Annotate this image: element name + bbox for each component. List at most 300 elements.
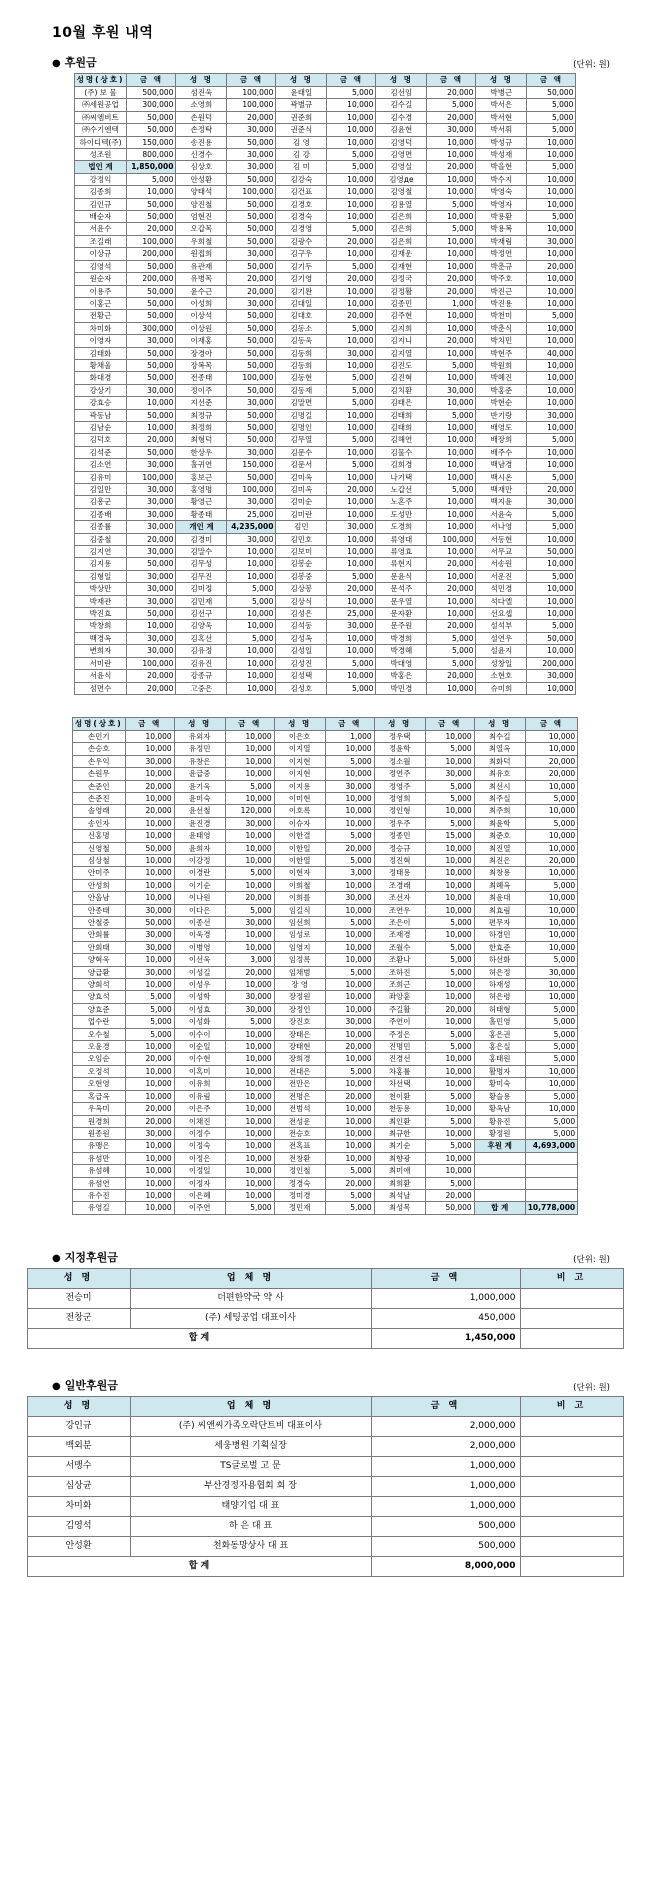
donor-name-cell: 유수진 <box>72 1189 125 1201</box>
donor-name-cell: 김재현 <box>376 260 427 272</box>
donor-name-cell: 박정연 <box>476 248 527 260</box>
donor-name-cell: 진명민 <box>374 1041 425 1053</box>
donation-amount-cell: 20,000 <box>425 1189 474 1201</box>
donation-amount-cell: 10,000 <box>225 792 274 804</box>
donation-amount-cell: 5,000 <box>525 1090 577 1102</box>
donation-amount-cell: 10,000 <box>525 805 577 817</box>
donation-amount-cell: 10,000 <box>225 755 274 767</box>
table-row <box>72 979 577 991</box>
donor-name-cell: 정윤학 <box>374 743 425 755</box>
company-name-cell: 천화동망상사 대 표 <box>130 1536 371 1556</box>
donation-amount-cell: 50,000 <box>227 198 276 210</box>
donor-name-cell: 하경민 <box>474 929 525 941</box>
donation-amount-cell: 20,000 <box>325 842 374 854</box>
donation-amount-cell: 500,000 <box>127 87 176 99</box>
table-row <box>74 496 576 508</box>
sponsor-name-cell: 심상균 <box>27 1476 130 1496</box>
donor-name-cell: 석민경 <box>476 583 527 595</box>
table-row <box>74 608 576 620</box>
donor-name-cell: 김유진 <box>176 657 227 669</box>
donation-amount-cell: 5,000 <box>327 149 376 161</box>
donation-amount-cell: 10,000 <box>225 1127 274 1139</box>
donor-name-cell: 홍태원 <box>474 1053 525 1065</box>
donor-name-cell: 장진호 <box>274 1016 325 1028</box>
donation-amount-cell: 10,000 <box>525 991 577 1003</box>
donation-amount-cell: 10,000 <box>525 743 577 755</box>
donor-name-cell: 김기완 <box>276 285 327 297</box>
donor-name-cell: 최윤대 <box>474 892 525 904</box>
donation-section-label: ● 후원금 <box>52 56 97 69</box>
donation-amount-cell: 20,000 <box>127 682 176 694</box>
donor-name-cell: (주) 보 물 <box>74 87 127 99</box>
donation-amount-cell: 50,000 <box>127 211 176 223</box>
donor-name-cell: 문주원 <box>376 620 427 632</box>
donation-amount-cell: 10,000 <box>225 854 274 866</box>
donation-amount-cell: 10,000 <box>427 608 476 620</box>
donor-name-cell: 윤진경 <box>174 817 225 829</box>
donor-name-cell: 황옥남 <box>474 1103 525 1115</box>
donation-amount-cell: 10,000 <box>427 434 476 446</box>
donor-name-cell: 배영도 <box>476 421 527 433</box>
donation-amount-cell: 50,000 <box>425 1202 474 1214</box>
donor-name-cell: 허은령 <box>474 991 525 1003</box>
donor-name-cell: 김문수 <box>276 446 327 458</box>
donation-amount-cell: 20,000 <box>425 1003 474 1015</box>
donation-amount-cell: 50,000 <box>227 136 276 148</box>
donor-name-cell: 안회률 <box>72 929 125 941</box>
donor-name-cell: 윤선철 <box>174 805 225 817</box>
donor-name-cell: 황정원 <box>474 1127 525 1139</box>
total-amount: 8,000,000 <box>371 1556 520 1576</box>
donation-amount-cell: 5,000 <box>525 879 577 891</box>
donation-amount-cell: 5,000 <box>125 991 174 1003</box>
column-header: 금 액 <box>225 717 274 730</box>
donor-name-cell: 김종민 <box>376 297 427 309</box>
table-row <box>72 1003 577 1015</box>
donation-amount-cell: 10,000 <box>327 421 376 433</box>
donation-amount-cell: 100,000 <box>127 471 176 483</box>
donation-amount-cell: 20,000 <box>325 1041 374 1053</box>
donation-amount-cell: 20,000 <box>125 780 174 792</box>
donation-amount-cell: 10,000 <box>325 1103 374 1115</box>
donation-amount-cell: 100,000 <box>227 87 276 99</box>
donation-amount-cell: 30,000 <box>327 521 376 533</box>
donor-name-cell: 배장희 <box>476 434 527 446</box>
donor-name-cell: 김성택 <box>276 670 327 682</box>
donor-name-cell: 안철중 <box>72 917 125 929</box>
donation-amount-cell: 10,000 <box>225 1053 274 1065</box>
donation-amount-cell: 10,000 <box>327 186 376 198</box>
column-header: 금 액 <box>525 717 577 730</box>
donor-name-cell: 양진철 <box>176 198 227 210</box>
donor-name-cell: 법인 계 <box>74 161 127 173</box>
donor-name-cell: 김은희 <box>376 211 427 223</box>
donation-amount-cell: 5,000 <box>125 1028 174 1040</box>
table-row <box>72 1115 577 1127</box>
table-row <box>72 768 577 780</box>
donor-name-cell: 전승호 <box>274 1127 325 1139</box>
donor-name-cell: 최주희 <box>474 805 525 817</box>
donation-amount-cell: 50,000 <box>227 409 276 421</box>
donor-name-cell: 김종률 <box>74 521 127 533</box>
donor-name-cell: 조길래 <box>74 235 127 247</box>
amount-cell: 450,000 <box>371 1308 520 1328</box>
donation-amount-cell: 10,000 <box>225 1140 274 1152</box>
table-row <box>74 558 576 570</box>
donation-amount-cell: 30,000 <box>325 1016 374 1028</box>
donation-amount-cell: 30,000 <box>127 508 176 520</box>
donor-name-cell: 김영де <box>376 173 427 185</box>
donor-name-cell: 슈미희 <box>476 682 527 694</box>
table-row <box>72 867 577 879</box>
donation-amount-cell: 30,000 <box>125 929 174 941</box>
donation-amount-cell: 30,000 <box>227 161 276 173</box>
amount-cell: 1,000,000 <box>371 1496 520 1516</box>
donation-amount-cell: 10,000 <box>527 359 576 371</box>
donation-amount-cell: 10,000 <box>425 1165 474 1177</box>
column-header: 비 고 <box>520 1396 623 1416</box>
donation-amount-cell: 10,000 <box>427 508 476 520</box>
donation-amount-cell: 10,000 <box>225 743 274 755</box>
donation-amount-cell: 20,000 <box>527 260 576 272</box>
donor-name-cell: 신경수 <box>176 149 227 161</box>
donation-amount-cell: 10,000 <box>425 755 474 767</box>
donor-name-cell: 백남경 <box>476 459 527 471</box>
amount-cell: 1,000,000 <box>371 1456 520 1476</box>
donation-amount-cell: 5,000 <box>227 583 276 595</box>
donation-amount-cell: 10,000 <box>125 730 174 742</box>
donation-amount-cell: 10,000 <box>527 322 576 334</box>
donation-amount-cell: 50,000 <box>127 310 176 322</box>
donation-table-1-wrapper <box>0 73 650 701</box>
donation-amount-cell: 50,000 <box>227 434 276 446</box>
donation-amount-cell: 50,000 <box>125 842 174 854</box>
note-cell <box>520 1416 623 1436</box>
donation-amount-cell: 30,000 <box>427 384 476 396</box>
donation-amount-cell: 10,000 <box>525 867 577 879</box>
donor-name-cell: 안올남 <box>72 892 125 904</box>
donor-name-cell: 조연우 <box>374 904 425 916</box>
donation-amount-cell: 10,000 <box>427 173 476 185</box>
donor-name-cell: 합 계 <box>474 1202 525 1214</box>
donation-amount-cell: 50,000 <box>127 347 176 359</box>
donor-name-cell: 김윤현 <box>376 124 427 136</box>
table-row <box>74 372 576 384</box>
donor-name-cell: 김명길 <box>276 409 327 421</box>
donation-amount-cell: 10,000 <box>327 285 376 297</box>
donation-amount-cell: 10,000 <box>227 670 276 682</box>
donor-name-cell: 지선준 <box>176 397 227 409</box>
donor-name-cell: 손원무 <box>72 768 125 780</box>
donor-name-cell: ㈜세원공업 <box>74 99 127 111</box>
donation-amount-cell: 10,000 <box>527 533 576 545</box>
donor-name-cell: 서송원 <box>476 558 527 570</box>
table-row <box>74 211 576 223</box>
donation-amount-cell: 5,000 <box>125 1016 174 1028</box>
table-row <box>74 397 576 409</box>
donation-amount-cell: 20,000 <box>525 768 577 780</box>
donor-name-cell: 이수현 <box>174 1053 225 1065</box>
donor-name-cell: 김유미 <box>74 471 127 483</box>
donation-amount-cell: 20,000 <box>227 273 276 285</box>
donor-name-cell: 손준진 <box>72 792 125 804</box>
table-row <box>27 1436 623 1456</box>
table-row <box>74 173 576 185</box>
donation-amount-cell: 50,000 <box>227 471 276 483</box>
donation-amount-cell: 10,000 <box>527 372 576 384</box>
table-row <box>74 87 576 99</box>
donation-amount-cell: 10,000 <box>327 173 376 185</box>
donor-name-cell: 김지열 <box>376 347 427 359</box>
donation-amount-cell: 5,000 <box>325 1165 374 1177</box>
donor-name-cell: 박혜진 <box>476 372 527 384</box>
note-cell <box>520 1308 623 1328</box>
donor-name-cell: 김봉순 <box>276 558 327 570</box>
donor-name-cell: 박춘규 <box>476 260 527 272</box>
donor-name-cell: 백재만 <box>476 484 527 496</box>
donation-amount-cell: 5,000 <box>427 484 476 496</box>
donor-name-cell: 김태화 <box>74 347 127 359</box>
donation-amount-cell: 30,000 <box>125 1127 174 1139</box>
donation-amount-cell: 10,000 <box>425 879 474 891</box>
donor-name-cell: 김진도 <box>376 359 427 371</box>
donor-name-cell: 배순자 <box>74 211 127 223</box>
donor-name-cell: 김은희 <box>376 223 427 235</box>
donation-amount-cell: 5,000 <box>525 1028 577 1040</box>
donation-amount-cell: 5,000 <box>527 521 576 533</box>
donor-name-cell: 서미란 <box>74 657 127 669</box>
donation-amount-cell: 10,000 <box>327 297 376 309</box>
donation-amount-cell: 20,000 <box>427 111 476 123</box>
donation-amount-cell: 30,000 <box>227 397 276 409</box>
table-row <box>74 533 576 545</box>
total-label: 합 계 <box>27 1328 371 1348</box>
donor-name-cell: 김동소 <box>276 322 327 334</box>
donor-name-cell: 김성진 <box>276 657 327 669</box>
note-cell <box>520 1476 623 1496</box>
donation-amount-cell: 30,000 <box>227 446 276 458</box>
donor-name-cell: 김선구 <box>176 608 227 620</box>
donation-amount-cell: 10,000 <box>325 1140 374 1152</box>
donor-name-cell: 정인형 <box>374 805 425 817</box>
donor-name-cell: 김 영 <box>276 136 327 148</box>
donation-amount-cell: 10,000 <box>225 842 274 854</box>
donor-name-cell: 서윤식 <box>74 670 127 682</box>
company-name-cell: (주) 씨앤씨가족오락단트비 대표이사 <box>130 1416 371 1436</box>
donor-name-cell: 이성길 <box>174 966 225 978</box>
donation-amount-cell: 20,000 <box>525 854 577 866</box>
donation-amount-cell: 10,000 <box>225 1065 274 1077</box>
donation-amount-cell: 3,000 <box>325 867 374 879</box>
donation-amount-cell: 5,000 <box>527 211 576 223</box>
donor-name-cell: 주정은 <box>374 1028 425 1040</box>
donor-name-cell: 김 미 <box>276 161 327 173</box>
donation-amount-cell: 10,000 <box>225 1028 274 1040</box>
donation-amount-cell: 10,000 <box>225 1078 274 1090</box>
donor-name-cell: 곽별규 <box>276 99 327 111</box>
donation-amount-cell: 10,000 <box>427 211 476 223</box>
donor-name-cell: 전명은 <box>274 1090 325 1102</box>
donation-table-1 <box>74 73 577 695</box>
donation-amount-cell: 30,000 <box>125 755 174 767</box>
donation-amount-cell: 150,000 <box>127 136 176 148</box>
donation-amount-cell: 10,000 <box>425 1103 474 1115</box>
donation-amount-cell: 10,000 <box>427 471 476 483</box>
donation-amount-cell: 50,000 <box>127 198 176 210</box>
donor-name-cell: 정영주 <box>374 780 425 792</box>
donor-name-cell: 이한결 <box>274 830 325 842</box>
donor-name-cell: 최윤학 <box>474 817 525 829</box>
donor-name-cell: 유섬연 <box>72 1177 125 1189</box>
donor-name-cell: 박진효 <box>74 608 127 620</box>
donation-amount-cell: 30,000 <box>127 484 176 496</box>
donation-amount-cell: 10,000 <box>427 397 476 409</box>
donor-name-cell: 오윤경 <box>72 1041 125 1053</box>
table-row <box>74 136 576 148</box>
company-name-cell: (주) 세팅공업 대표이사 <box>130 1308 371 1328</box>
donor-name-cell: 화대경 <box>74 372 127 384</box>
column-header: 성 명 <box>176 74 227 87</box>
donor-name-cell: 엄현진 <box>176 211 227 223</box>
donation-amount-cell: 10,000 <box>427 595 476 607</box>
donor-name-cell: 문자환 <box>376 608 427 620</box>
designated-section-header <box>0 1247 650 1268</box>
table-row <box>74 657 576 669</box>
table-row <box>74 620 576 632</box>
donor-name-cell: 김봉중 <box>276 570 327 582</box>
donation-amount-cell <box>525 1189 577 1201</box>
company-name-cell: 태양기업 대 표 <box>130 1496 371 1516</box>
donation-amount-cell: 100,000 <box>227 372 276 384</box>
donation-amount-cell: 30,000 <box>325 892 374 904</box>
donor-name-cell: 장정인 <box>274 1003 325 1015</box>
donor-name-cell: 서무교 <box>476 546 527 558</box>
donation-amount-cell <box>525 1152 577 1164</box>
donation-amount-cell: 5,000 <box>327 322 376 334</box>
donor-name-cell: 신홍명 <box>72 830 125 842</box>
column-header: 업 체 명 <box>130 1268 371 1288</box>
donor-name-cell: 석다엘 <box>476 595 527 607</box>
donation-amount-cell: 100,000 <box>427 533 476 545</box>
donor-name-cell: 최규한 <box>374 1127 425 1139</box>
donor-name-cell: 이다은 <box>174 904 225 916</box>
table-row <box>74 570 576 582</box>
donation-amount-cell: 10,000 <box>527 198 576 210</box>
donor-name-cell: 김희경 <box>376 459 427 471</box>
column-header: 금 액 <box>227 74 276 87</box>
donor-name-cell: 문석주 <box>376 583 427 595</box>
donation-amount-cell: 10,000 <box>525 830 577 842</box>
donor-name-cell: 나기택 <box>376 471 427 483</box>
column-header: 금 액 <box>325 717 374 730</box>
donor-name-cell: 최정규 <box>176 409 227 421</box>
donor-name-cell: 소현호 <box>476 670 527 682</box>
table-row <box>72 1065 577 1077</box>
donor-name-cell: 유병목 <box>176 273 227 285</box>
donation-amount-cell: 10,000 <box>427 248 476 260</box>
donation-amount-cell: 10,000 <box>325 991 374 1003</box>
sponsor-name-cell: 서맹수 <box>27 1456 130 1476</box>
donation-amount-cell: 100,000 <box>127 657 176 669</box>
table-row <box>74 186 576 198</box>
donor-name-cell: 홍영명 <box>176 484 227 496</box>
donation-amount-cell: 30,000 <box>227 149 276 161</box>
donor-name-cell: 이경란 <box>174 867 225 879</box>
donation-amount-cell: 5,000 <box>125 1003 174 1015</box>
donation-amount-cell: 5,000 <box>425 1028 474 1040</box>
donation-amount-cell: 10,000 <box>125 1189 174 1201</box>
donor-name-cell: 주연이 <box>374 1016 425 1028</box>
donation-amount-cell: 10,000 <box>325 743 374 755</box>
donor-name-cell: 이은호 <box>274 730 325 742</box>
donation-amount-cell: 50,000 <box>127 409 176 421</box>
donor-name-cell: 손정탁 <box>176 124 227 136</box>
donation-amount-cell: 50,000 <box>227 310 276 322</box>
donation-amount-cell: 10,000 <box>427 421 476 433</box>
donation-amount-cell: 50,000 <box>125 917 174 929</box>
donation-amount-cell: 30,000 <box>127 521 176 533</box>
donor-name-cell: 박춘식 <box>476 322 527 334</box>
donor-name-cell: 김동재 <box>276 384 327 396</box>
donation-amount-cell: 10,000 <box>425 1016 474 1028</box>
amount-cell: 2,000,000 <box>371 1416 520 1436</box>
donation-amount-cell: 5,000 <box>425 1140 474 1152</box>
donation-amount-cell: 5,000 <box>225 867 274 879</box>
donor-name-cell: 이홍근 <box>74 297 127 309</box>
donation-amount-cell: 10,000 <box>527 248 576 260</box>
donor-name-cell: 김기두 <box>276 260 327 272</box>
donation-section-header <box>0 52 650 73</box>
table-row <box>74 198 576 210</box>
table-row <box>74 149 576 161</box>
donor-name-cell: 황슬용 <box>474 1090 525 1102</box>
donor-name-cell: 김남순 <box>74 421 127 433</box>
donation-amount-cell: 20,000 <box>427 620 476 632</box>
donation-amount-cell: 50,000 <box>127 372 176 384</box>
donor-name-cell: 이지현 <box>274 755 325 767</box>
donor-name-cell: 김지희 <box>376 322 427 334</box>
donor-name-cell: 김지연 <box>74 546 127 558</box>
donation-amount-cell: 10,000 <box>425 1053 474 1065</box>
donor-name-cell: 전만은 <box>274 1078 325 1090</box>
donor-name-cell: 유정민 <box>174 743 225 755</box>
donor-name-cell: 전대은 <box>274 1065 325 1077</box>
donation-amount-cell: 100,000 <box>227 186 276 198</box>
donation-amount-cell: 10,000 <box>127 620 176 632</box>
donation-amount-cell: 10,000 <box>227 657 276 669</box>
table-row <box>74 459 576 471</box>
donor-name-cell: 임채범 <box>274 966 325 978</box>
donation-amount-cell: 10,000 <box>427 310 476 322</box>
donation-amount-cell <box>525 1177 577 1189</box>
donation-amount-cell: 5,000 <box>325 917 374 929</box>
donor-name-cell: 강정익 <box>74 173 127 185</box>
donor-name-cell: 류영효 <box>376 546 427 558</box>
donation-amount-cell: 50,000 <box>227 173 276 185</box>
donor-name-cell: 임선희 <box>274 917 325 929</box>
donor-name-cell: 최석날 <box>374 1189 425 1201</box>
note-cell <box>520 1328 623 1348</box>
column-header: 성 명 <box>374 717 425 730</box>
note-cell <box>520 1496 623 1516</box>
donation-unit-note: (단위: 원) <box>573 60 610 70</box>
donation-amount-cell: 10,000 <box>325 792 374 804</box>
column-header: 비 고 <box>520 1268 623 1288</box>
table-row <box>72 1202 577 1214</box>
bullet-icon: ● <box>52 1252 61 1264</box>
table-row <box>74 632 576 644</box>
donor-name-cell: 백경옥 <box>74 632 127 644</box>
